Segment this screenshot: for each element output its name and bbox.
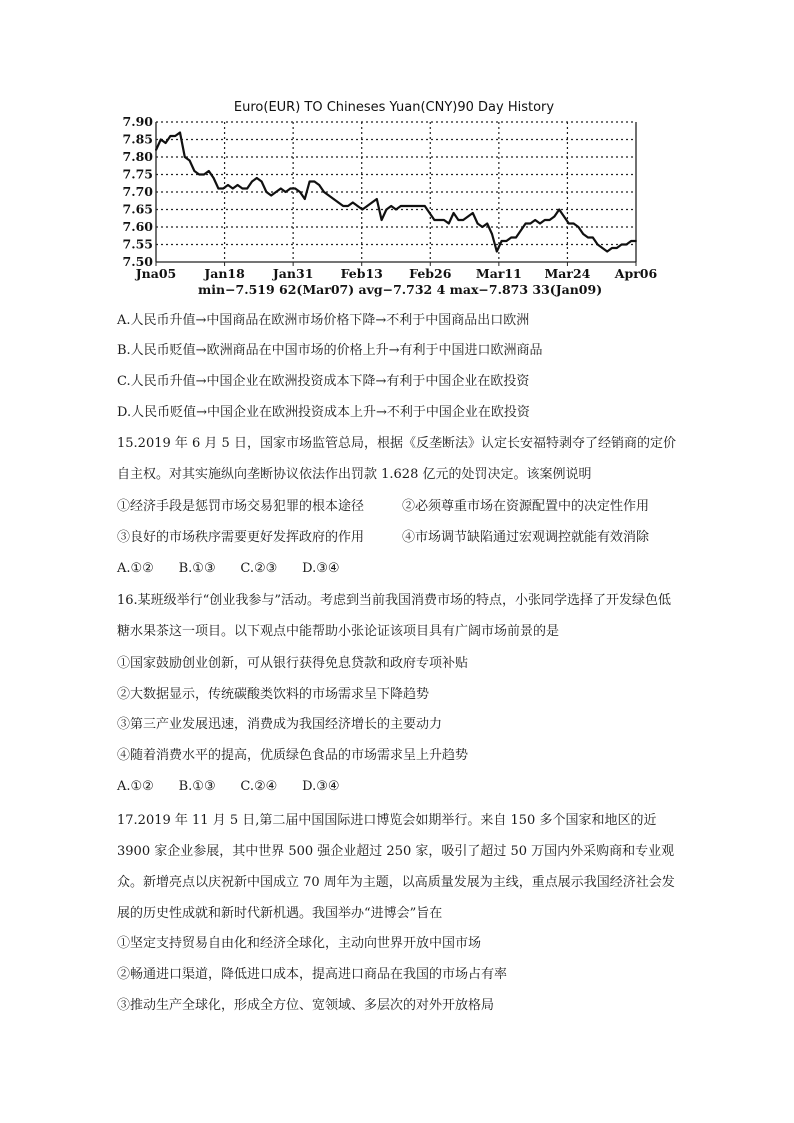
q16-statement-4: ④随着消费水平的提高，优质绿色食品的市场需求呈上升趋势 [117, 748, 469, 763]
data-point [237, 184, 239, 186]
data-point [501, 240, 503, 242]
x-tick-label: Feb26 [409, 266, 452, 281]
y-tick-label: 7.60 [122, 219, 153, 234]
data-point [179, 132, 181, 134]
y-tick-label: 7.80 [122, 149, 153, 164]
q15-statement-2: ②必须尊重市场在资源配置中的决定性作用 [402, 499, 650, 514]
data-point [448, 223, 450, 225]
data-point [458, 219, 460, 221]
q16-statement-3: ③第三产业发展迅速，消费成为我国经济增长的主要动力 [117, 717, 443, 732]
data-point [491, 233, 493, 235]
y-tick-label: 7.85 [122, 131, 153, 147]
data-point [515, 237, 517, 239]
data-point [275, 191, 277, 193]
data-point [357, 205, 359, 207]
data-point [309, 181, 311, 183]
data-point [592, 237, 594, 239]
data-point [381, 219, 383, 221]
data-point [578, 226, 580, 228]
data-point [582, 233, 584, 235]
data-point [213, 177, 215, 179]
data-point [486, 223, 488, 225]
data-point [414, 205, 416, 207]
data-point [506, 240, 508, 242]
q15-stem: 15.2019 年 6 月 5 日，国家市场监管总局，根据《反垄断法》认定长安福特剥夺了经销商的定价自主权。对其实施纵向垄断协议依法作出罚款 1.628 亿元的处罚决定。该案例说明 [117, 436, 676, 482]
data-point [290, 188, 292, 190]
data-point [405, 205, 407, 207]
y-tick-label: 7.75 [122, 166, 153, 182]
data-point [184, 156, 186, 158]
y-tick-label: 7.55 [122, 236, 153, 252]
data-point [453, 212, 455, 214]
chart-svg [118, 92, 658, 302]
data-point [256, 177, 258, 179]
option-a: A.人民币升值→中国商品在欧洲市场价格下降→不利于中国商品出口欧洲 [117, 313, 530, 328]
data-point [630, 240, 632, 242]
data-point [222, 188, 224, 190]
data-point [333, 198, 335, 200]
data-point [160, 139, 162, 141]
data-point [251, 181, 253, 183]
data-point [472, 212, 474, 214]
x-tick-label: Feb13 [340, 266, 383, 281]
data-point [314, 181, 316, 183]
data-point [438, 219, 440, 221]
data-point [429, 212, 431, 214]
data-point [338, 202, 340, 204]
data-point [280, 188, 282, 190]
exchange-rate-chart [118, 92, 658, 302]
q17-statement-3: ③推动生产全球化，形成全方位、宽领域、多层次的对外开放格局 [117, 998, 495, 1013]
data-point [558, 209, 560, 211]
data-point [563, 216, 565, 218]
q16-statement-1: ①国家鼓励创业创新，可从银行获得免息贷款和政府专项补贴 [117, 656, 469, 671]
y-tick-label: 7.70 [122, 184, 153, 199]
data-point [285, 191, 287, 193]
data-point [530, 223, 532, 225]
data-point [390, 205, 392, 207]
data-point [525, 223, 527, 225]
data-point [395, 209, 397, 211]
data-point [352, 202, 354, 204]
x-tick-label: Apr06 [614, 266, 658, 281]
data-point [602, 247, 604, 249]
data-point [261, 181, 263, 183]
data-point [366, 205, 368, 207]
y-tick-label: 7.50 [122, 254, 153, 269]
data-point [568, 223, 570, 225]
data-point [203, 174, 205, 176]
data-point [419, 205, 421, 207]
data-point [606, 251, 608, 253]
data-point [520, 230, 522, 232]
x-tick-label: Mar24 [544, 266, 591, 281]
x-tick-label: Jna05 [135, 266, 177, 281]
data-point [400, 205, 402, 207]
q16-answers: A.①② B.①③ C.②④ D.③④ [117, 779, 340, 794]
data-point [621, 244, 623, 246]
data-point [155, 149, 157, 151]
data-point [424, 205, 426, 207]
data-point [443, 219, 445, 221]
data-point [189, 160, 191, 162]
x-tick-label: Mar11 [475, 266, 522, 281]
q15-statement-3: ③良好的市场秩序需要更好发挥政府的作用 [117, 530, 365, 545]
data-point [194, 170, 196, 172]
data-point [318, 184, 320, 186]
data-point [549, 219, 551, 221]
data-point [616, 247, 618, 249]
option-d: D.人民币贬值→中国企业在欧洲投资成本上升→不利于中国企业在欧投资 [117, 405, 530, 420]
data-point [635, 240, 637, 242]
data-point [371, 202, 373, 204]
q15-statement-4: ④市场调节缺陷通过宏观调控就能有效消除 [402, 530, 650, 545]
data-point [467, 216, 469, 218]
data-point [299, 191, 301, 193]
data-point [198, 174, 200, 176]
data-point [294, 188, 296, 190]
data-point [270, 195, 272, 197]
q16-stem: 16.某班级举行“创业我参与”活动。考虑到当前我国消费市场的特点，小张同学选择了开发绿色低糖水果茶这一项目。以下观点中能帮助小张论证该项目具有广阔市场前景的是 [117, 593, 671, 639]
data-point [246, 188, 248, 190]
q15-answers: A.①② B.①③ C.②③ D.③④ [117, 561, 340, 576]
option-b: B.人民币贬值→欧洲商品在中国市场的价格上升→有利于中国进口欧洲商品 [117, 343, 543, 358]
data-point [232, 188, 234, 190]
x-tick-label: Jan31 [272, 266, 314, 281]
q17-stem: 17.2019 年 11 月 5 日,第二届中国国际进口博览会如期举行。来自 150 多个国家和地区的近 3900 家企业参展，其中世界 500 强企业超过 250 家，吸引了超过 50 万国内外采购商和专业观众。新增亮点以庆祝新中国成立 70 周年为主题，以高质量发展为主线，重点展示我国经济社会发展的历史性成就和新时代新机遇。我国举办“进博会”旨在 [117, 813, 675, 921]
data-point [242, 188, 244, 190]
q16-statement-2: ②大数据显示，传统碳酸类饮料的市场需求呈下降趋势 [117, 687, 430, 702]
data-point [544, 219, 546, 221]
data-point [208, 170, 210, 172]
data-point [347, 205, 349, 207]
data-point [342, 205, 344, 207]
y-tick-label: 7.90 [122, 114, 153, 129]
option-c: C.人民币升值→中国企业在欧洲投资成本下降→有利于中国企业在欧投资 [117, 374, 530, 389]
data-point [496, 251, 498, 253]
data-point [410, 205, 412, 207]
data-point [539, 223, 541, 225]
x-tick-label: Jan18 [204, 266, 245, 281]
data-point [266, 191, 268, 193]
data-point [165, 142, 167, 144]
y-tick-label: 7.65 [122, 201, 153, 217]
data-point [170, 135, 172, 137]
data-point [534, 219, 536, 221]
data-point [482, 226, 484, 228]
data-point [587, 237, 589, 239]
chart-stats: min−7.519 62(Mar07) avg−7.732 4 max−7.873 33(Jan09) [198, 282, 603, 297]
data-point [376, 198, 378, 200]
data-point [304, 198, 306, 200]
q17-statement-2: ②畅通进口渠道，降低进口成本，提高进口商品在我国的市场占有率 [117, 967, 508, 982]
data-point [554, 216, 556, 218]
chart-title: Euro(EUR) TO Chineses Yuan(CNY)90 Day History [233, 100, 555, 115]
data-point [174, 135, 176, 137]
data-point [477, 223, 479, 225]
data-point [597, 244, 599, 246]
data-point [386, 209, 388, 211]
data-point [462, 219, 464, 221]
data-point [362, 209, 364, 211]
q15-statement-1: ①经济手段是惩罚市场交易犯罪的根本途径 [117, 499, 365, 514]
data-point [611, 247, 613, 249]
data-point [626, 244, 628, 246]
data-point [218, 188, 220, 190]
data-point [323, 191, 325, 193]
data-point [510, 237, 512, 239]
data-point [227, 184, 229, 186]
data-point [573, 223, 575, 225]
data-point [328, 195, 330, 197]
data-point [434, 219, 436, 221]
q17-statement-1: ①坚定支持贸易自由化和经济全球化，主动向世界开放中国市场 [117, 936, 482, 951]
